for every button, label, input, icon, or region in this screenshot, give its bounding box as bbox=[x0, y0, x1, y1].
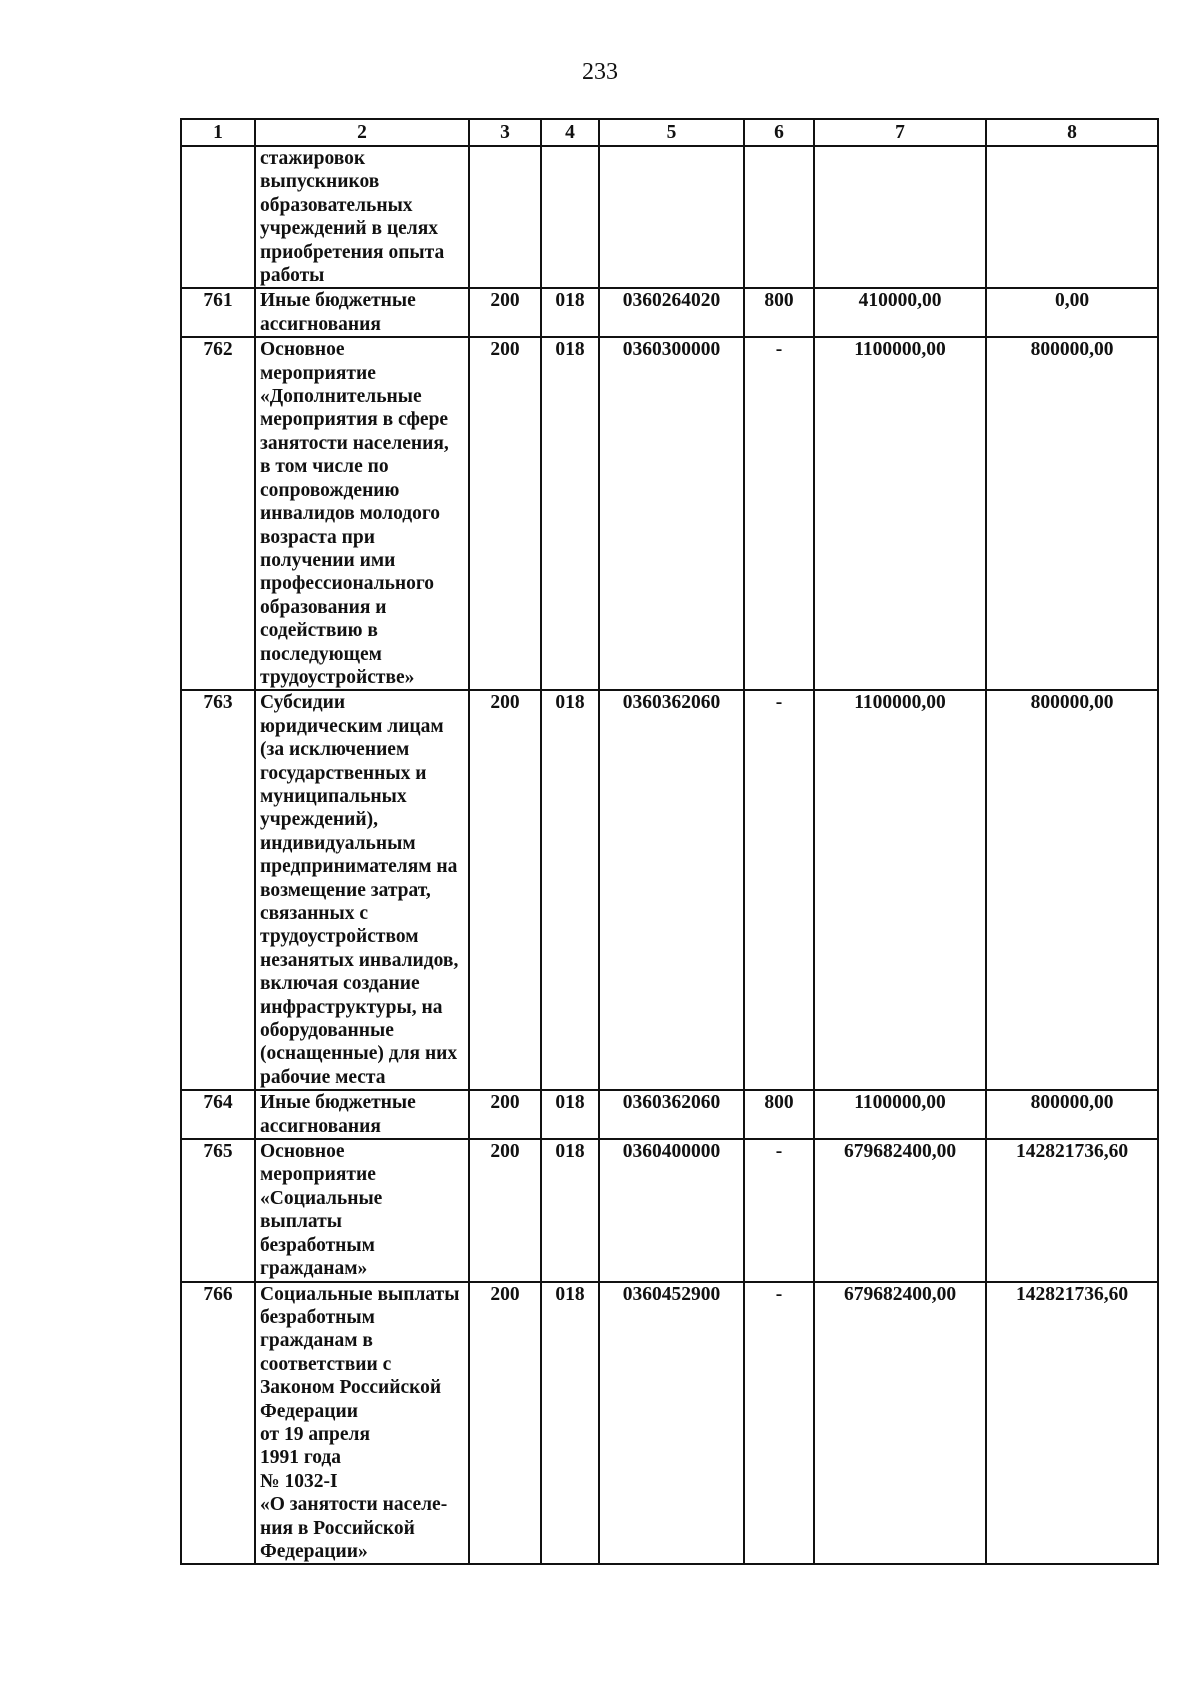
row-number: 761 bbox=[181, 288, 255, 337]
column-header: 8 bbox=[986, 119, 1158, 146]
table-row bbox=[181, 1139, 1158, 1281]
column-header: 5 bbox=[599, 119, 744, 146]
cell-col6: - bbox=[744, 1282, 814, 1565]
table-header-row bbox=[181, 119, 1158, 146]
cell-col4: 018 bbox=[541, 1139, 599, 1281]
cell-col5: 0360400000 bbox=[599, 1139, 744, 1281]
cell-col5: 0360362060 bbox=[599, 690, 744, 1090]
row-number: 766 bbox=[181, 1282, 255, 1565]
row-number: 762 bbox=[181, 337, 255, 690]
cell-col4 bbox=[541, 146, 599, 288]
cell-col8: 800000,00 bbox=[986, 690, 1158, 1090]
row-name: Иные бюджетные ассигнования bbox=[255, 288, 469, 337]
cell-col6: 800 bbox=[744, 288, 814, 337]
cell-col7: 1100000,00 bbox=[814, 1090, 986, 1139]
cell-col8 bbox=[986, 146, 1158, 288]
cell-col8: 800000,00 bbox=[986, 1090, 1158, 1139]
column-header: 6 bbox=[744, 119, 814, 146]
cell-col7: 1100000,00 bbox=[814, 337, 986, 690]
cell-col5: 0360452900 bbox=[599, 1282, 744, 1565]
cell-col4: 018 bbox=[541, 337, 599, 690]
cell-col7 bbox=[814, 146, 986, 288]
cell-col4: 018 bbox=[541, 1282, 599, 1565]
table-row bbox=[181, 146, 1158, 288]
cell-col6: 800 bbox=[744, 1090, 814, 1139]
cell-col6: - bbox=[744, 690, 814, 1090]
cell-col8: 0,00 bbox=[986, 288, 1158, 337]
row-number: 764 bbox=[181, 1090, 255, 1139]
column-header: 7 bbox=[814, 119, 986, 146]
cell-col6: - bbox=[744, 1139, 814, 1281]
row-number: 763 bbox=[181, 690, 255, 1090]
cell-col5: 0360264020 bbox=[599, 288, 744, 337]
table-row bbox=[181, 288, 1158, 337]
cell-col8: 800000,00 bbox=[986, 337, 1158, 690]
cell-col7: 1100000,00 bbox=[814, 690, 986, 1090]
row-name: Основное мероприятие «Дополнительные мероприятия в сфере занятости населения, в том числе по сопровождению инвалидов молодого возраста при получении ими профессионального образования и содействию в последующем трудоустройстве» bbox=[255, 337, 469, 690]
row-name: Социальные выплаты безработным гражданам в соответствии с Законом Российской Федерации от 19 апреля 1991 года № 1032-I «О занятости населе- ния в Российской Федерации» bbox=[255, 1282, 469, 1565]
cell-col5 bbox=[599, 146, 744, 288]
cell-col6 bbox=[744, 146, 814, 288]
cell-col5: 0360300000 bbox=[599, 337, 744, 690]
column-header: 3 bbox=[469, 119, 541, 146]
table-row bbox=[181, 1282, 1158, 1565]
row-name: Иные бюджетные ассигнования bbox=[255, 1090, 469, 1139]
page-number: 233 bbox=[582, 59, 618, 85]
cell-col7: 410000,00 bbox=[814, 288, 986, 337]
cell-col3 bbox=[469, 146, 541, 288]
table-row bbox=[181, 337, 1158, 690]
table-row bbox=[181, 690, 1158, 1090]
row-name: Основное мероприятие «Социальные выплаты безработным гражданам» bbox=[255, 1139, 469, 1281]
row-name: стажировок выпускников образовательных учреждений в целях приобретения опыта работы bbox=[255, 146, 469, 288]
cell-col3: 200 bbox=[469, 1282, 541, 1565]
cell-col6: - bbox=[744, 337, 814, 690]
column-header: 4 bbox=[541, 119, 599, 146]
row-number: 765 bbox=[181, 1139, 255, 1281]
cell-col4: 018 bbox=[541, 288, 599, 337]
cell-col7: 679682400,00 bbox=[814, 1139, 986, 1281]
column-header: 2 bbox=[255, 119, 469, 146]
cell-col4: 018 bbox=[541, 690, 599, 1090]
cell-col3: 200 bbox=[469, 1139, 541, 1281]
column-header: 1 bbox=[181, 119, 255, 146]
cell-col8: 142821736,60 bbox=[986, 1282, 1158, 1565]
cell-col5: 0360362060 bbox=[599, 1090, 744, 1139]
row-number bbox=[181, 146, 255, 288]
cell-col3: 200 bbox=[469, 288, 541, 337]
cell-col3: 200 bbox=[469, 1090, 541, 1139]
cell-col4: 018 bbox=[541, 1090, 599, 1139]
cell-col7: 679682400,00 bbox=[814, 1282, 986, 1565]
cell-col8: 142821736,60 bbox=[986, 1139, 1158, 1281]
cell-col3: 200 bbox=[469, 337, 541, 690]
budget-table bbox=[180, 118, 1159, 1565]
cell-col3: 200 bbox=[469, 690, 541, 1090]
row-name: Субсидии юридическим лицам (за исключением государственных и муниципальных учреждений), индивидуальным предпринимателям на возмещение затрат, связанных с трудоустройством незанятых инвалидов, включая создание инфраструктуры, на оборудованные (оснащенные) для них рабочие места bbox=[255, 690, 469, 1090]
table-row bbox=[181, 1090, 1158, 1139]
